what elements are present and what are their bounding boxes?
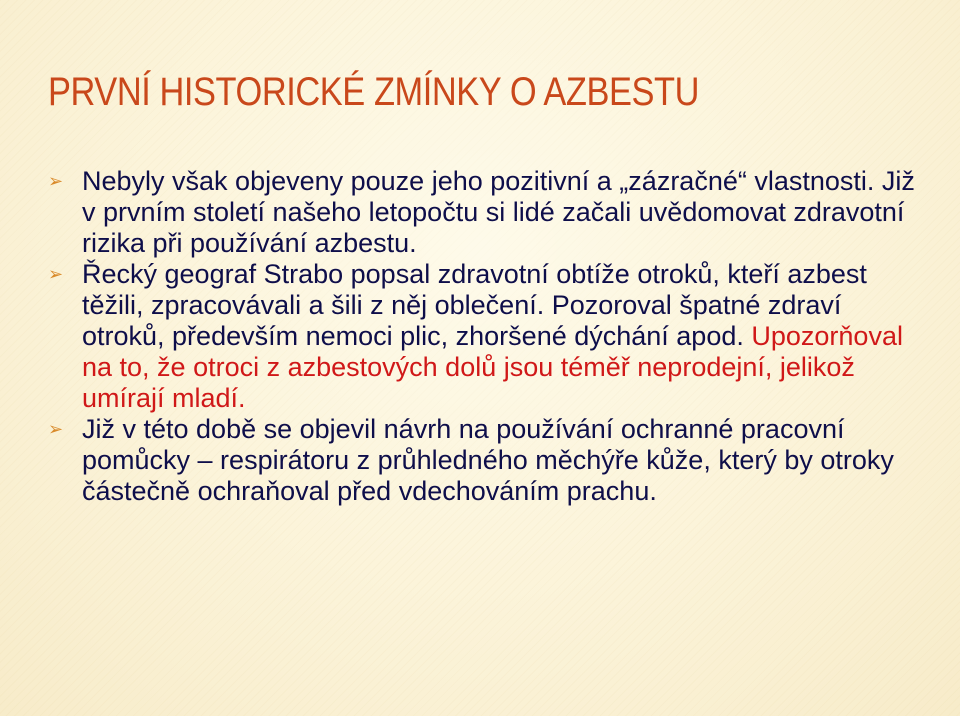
bullet-item-3 [48,414,928,507]
bullet-text-2-highlight: Upozorňoval na to, že otroci z azbestových dolů jsou téměř neprodejní, jelikož umírají mladí. [82,321,903,413]
arrowhead-bullet-icon: ➢ [48,264,64,285]
bullet-text-1 [82,166,928,259]
bullet-text-2-body: Řecký geograf Strabo popsal zdravotní obtíže otroků, kteří azbest těžili, zpracovávali a šili z něj oblečení. Pozoroval špatné zdraví otroků, především nemoci plic, zhoršené dýchání apod. [82,259,867,351]
bullet-item-2 [48,259,928,414]
bullet-text-1-body: Nebyly však objeveny pouze jeho pozitivní a „zázračné“ vlastnosti. Již v prvním století našeho letopočtu si lidé začali uvědomovat zdravotní rizika při používání azbestu. [82,166,915,258]
bullet-item-1 [48,166,928,259]
bullet-list [48,166,928,507]
slide-title: PRVNÍ HISTORICKÉ ZMÍNKY O AZBESTU [48,70,700,114]
bullet-text-3 [82,414,928,507]
bullet-text-2 [82,259,928,414]
bullet-text-3-body: Již v této době se objevil návrh na používání ochranné pracovní pomůcky – respirátoru z průhledného měchýře kůže, který by otroky částečně ochraňoval před vdechováním prachu. [82,414,894,506]
arrowhead-bullet-icon: ➢ [48,419,64,440]
arrowhead-bullet-icon: ➢ [48,171,64,192]
